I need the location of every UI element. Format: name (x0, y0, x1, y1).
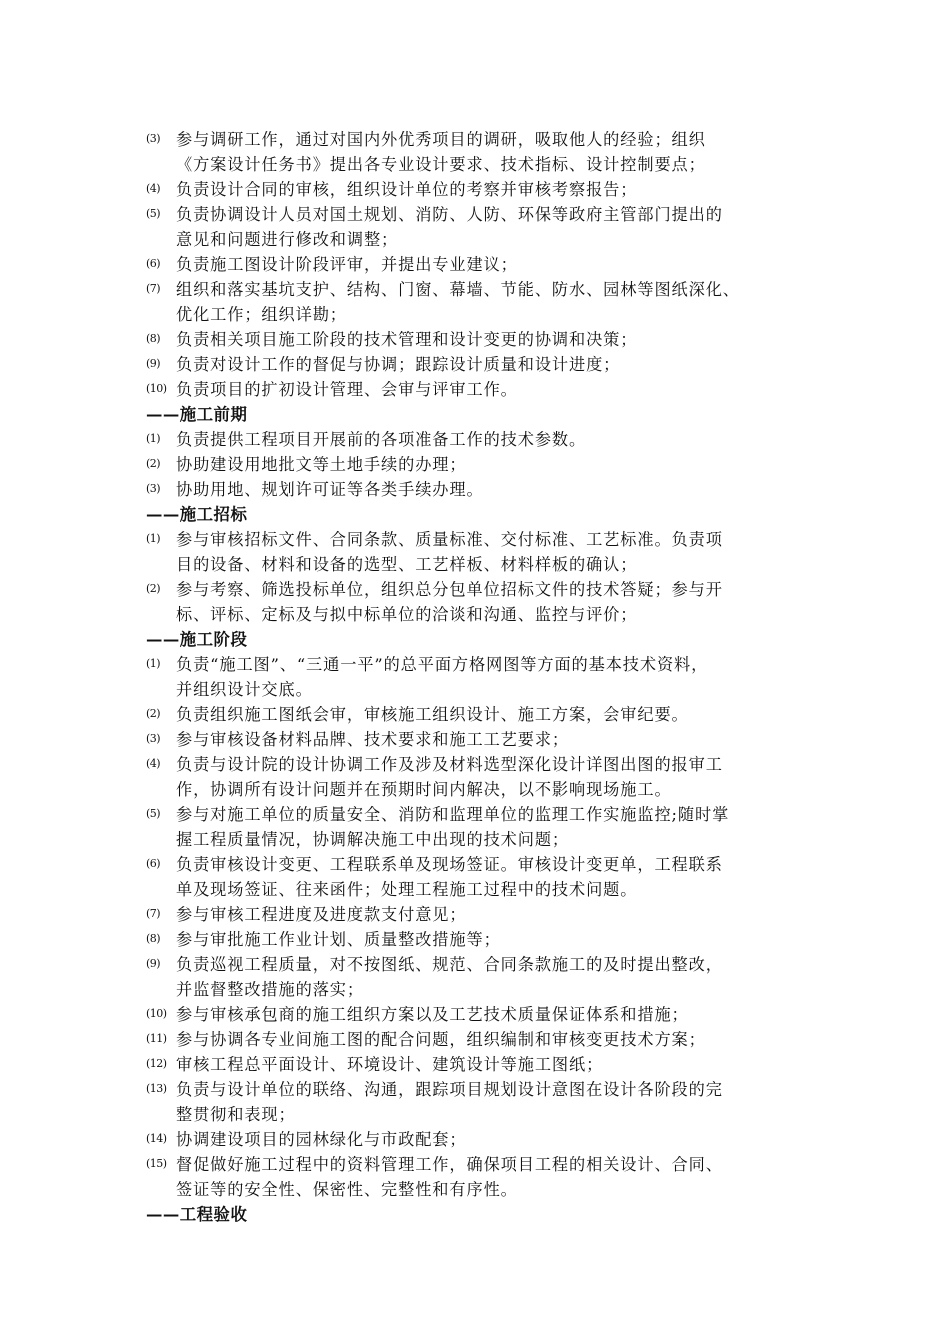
document-section (146, 127, 826, 402)
list-item-number: (7) (146, 282, 161, 295)
list-item-number: (2) (146, 582, 161, 595)
list-item-text-line: 单及现场签证、往来函件；处理工程施工过程中的技术问题。 (176, 880, 638, 899)
list-item-number: (3) (146, 132, 161, 145)
list-item-number: (10) (146, 382, 167, 395)
list-item-number: (4) (146, 757, 161, 770)
list-item-text-line: 参与调研工作，通过对国内外优秀项目的调研，吸取他人的经验；组织 (176, 130, 706, 149)
list-item-text-line: 优化工作；组织详勘； (176, 305, 347, 324)
document-section (146, 627, 826, 1202)
list-item-number: (1) (146, 432, 161, 445)
list-item (146, 327, 826, 352)
list-item-number: (5) (146, 207, 161, 220)
list-item (146, 927, 826, 952)
list-item (146, 377, 826, 402)
list-item-text-line: 负责对设计工作的督促与协调；跟踪设计质量和设计进度； (176, 355, 621, 374)
list-item-text-line: 参与对施工单位的质量安全、消防和监理单位的监理工作实施监控;随时掌 (176, 805, 730, 824)
list-item (146, 277, 826, 327)
list-item (146, 427, 826, 452)
list-item-text-line: 协助用地、规划许可证等各类手续办理。 (176, 480, 484, 499)
list-item-number: (2) (146, 457, 161, 470)
list-item-text-line: 《方案设计任务书》提出各专业设计要求、技术指标、设计控制要点； (176, 155, 706, 174)
list-item-text-line: 协调建设项目的园林绿化与市政配套； (176, 1130, 467, 1149)
list-item-text-line: 负责协调设计人员对国土规划、消防、人防、环保等政府主管部门提出的 (176, 205, 723, 224)
list-item-number: (9) (146, 957, 161, 970)
list-item-number: (10) (146, 1007, 167, 1020)
list-item (146, 127, 826, 177)
list-item (146, 1052, 826, 1077)
list-item-text-line: 目的设备、材料和设备的选型、工艺样板、材料样板的确认； (176, 555, 638, 574)
list-item (146, 652, 826, 702)
list-item (146, 252, 826, 277)
section-heading: ——工程验收 (146, 1205, 248, 1224)
list-item-number: (4) (146, 182, 161, 195)
list-item (146, 477, 826, 502)
section-heading: ——施工前期 (146, 405, 248, 424)
list-item-number: (12) (146, 1057, 167, 1070)
list-item-number: (15) (146, 1157, 167, 1170)
document-section (146, 402, 826, 502)
list-item (146, 1152, 826, 1202)
list-item (146, 952, 826, 1002)
list-item-text-line: 督促做好施工过程中的资料管理工作，确保项目工程的相关设计、合同、 (176, 1155, 723, 1174)
document-section (146, 502, 826, 627)
list-item-text-line: 负责项目的扩初设计管理、会审与评审工作。 (176, 380, 518, 399)
list-item-text-line: 标、评标、定标及与拟中标单位的洽谈和沟通、监控与评价； (176, 605, 638, 624)
list-item-number: (11) (146, 1032, 167, 1045)
list-item-text-line: 负责提供工程项目开展前的各项准备工作的技术参数。 (176, 430, 587, 449)
list-item-text-line: 握工程质量情况，协调解决施工中出现的技术问题； (176, 830, 570, 849)
list-item-text-line: 整贯彻和表现； (176, 1105, 296, 1124)
list-item-text-line: 并组织设计交底。 (176, 680, 313, 699)
list-item (146, 202, 826, 252)
document-body (146, 127, 826, 1227)
list-item-number: (6) (146, 857, 161, 870)
list-item (146, 577, 826, 627)
list-item-number: (5) (146, 807, 161, 820)
list-item (146, 702, 826, 727)
list-item-text-line: 意见和问题进行修改和调整； (176, 230, 399, 249)
list-item-text-line: 负责施工图设计阶段评审，并提出专业建议； (176, 255, 518, 274)
list-item-number: (8) (146, 332, 161, 345)
list-item-number: (14) (146, 1132, 167, 1145)
list-item-text-line: 参与审核设备材料品牌、技术要求和施工工艺要求； (176, 730, 570, 749)
list-item (146, 1077, 826, 1127)
list-item-number: (6) (146, 257, 161, 270)
list-item-text-line: 负责巡视工程质量，对不按图纸、规范、合同条款施工的及时提出整改， (176, 955, 723, 974)
list-item (146, 177, 826, 202)
list-item-number: (1) (146, 532, 161, 545)
list-item-text-line: 签证等的安全性、保密性、完整性和有序性。 (176, 1180, 518, 1199)
list-item-text-line: 参与审批施工作业计划、质量整改措施等； (176, 930, 501, 949)
list-item-text-line: 并监督整改措施的落实； (176, 980, 364, 999)
list-item (146, 527, 826, 577)
list-item (146, 1027, 826, 1052)
section-heading: ——施工招标 (146, 505, 248, 524)
list-item (146, 852, 826, 902)
list-item-number: (13) (146, 1082, 167, 1095)
list-item (146, 802, 826, 852)
list-item (146, 727, 826, 752)
list-item-number: (2) (146, 707, 161, 720)
list-item-number: (1) (146, 657, 161, 670)
list-item (146, 902, 826, 927)
list-item-number: (7) (146, 907, 161, 920)
list-item-text-line: 负责“施工图”、“三通一平”的总平面方格网图等方面的基本技术资料， (176, 655, 709, 674)
list-item-text-line: 审核工程总平面设计、环境设计、建筑设计等施工图纸； (176, 1055, 604, 1074)
list-item (146, 352, 826, 377)
list-item-text-line: 负责与设计院的设计协调工作及涉及材料选型深化设计详图出图的报审工 (176, 755, 723, 774)
list-item-number: (3) (146, 732, 161, 745)
list-item-number: (3) (146, 482, 161, 495)
list-item-text-line: 参与审核招标文件、合同条款、质量标准、交付标准、工艺标准。负责项 (176, 530, 723, 549)
list-item-text-line: 组织和落实基坑支护、结构、门窗、幕墙、节能、防水、园林等图纸深化、 (176, 280, 740, 299)
list-item (146, 452, 826, 477)
list-item-text-line: 作，协调所有设计问题并在预期时间内解决，以不影响现场施工。 (176, 780, 672, 799)
section-heading: ——施工阶段 (146, 630, 248, 649)
list-item (146, 752, 826, 802)
list-item-text-line: 负责与设计单位的联络、沟通，跟踪项目规划设计意图在设计各阶段的完 (176, 1080, 723, 1099)
list-item-text-line: 参与审核工程进度及进度款支付意见； (176, 905, 467, 924)
list-item-text-line: 协助建设用地批文等土地手续的办理； (176, 455, 467, 474)
document-section (146, 1202, 826, 1227)
list-item-text-line: 负责审核设计变更、工程联系单及现场签证。审核设计变更单，工程联系 (176, 855, 723, 874)
list-item (146, 1127, 826, 1152)
list-item-text-line: 参与协调各专业间施工图的配合问题，组织编制和审核变更技术方案； (176, 1030, 706, 1049)
list-item-text-line: 参与考察、筛选投标单位，组织总分包单位招标文件的技术答疑；参与开 (176, 580, 723, 599)
list-item-number: (8) (146, 932, 161, 945)
list-item (146, 1002, 826, 1027)
list-item-text-line: 负责设计合同的审核，组织设计单位的考察并审核考察报告； (176, 180, 638, 199)
list-item-text-line: 负责相关项目施工阶段的技术管理和设计变更的协调和决策； (176, 330, 638, 349)
list-item-number: (9) (146, 357, 161, 370)
list-item-text-line: 负责组织施工图纸会审，审核施工组织设计、施工方案，会审纪要。 (176, 705, 689, 724)
list-item-text-line: 参与审核承包商的施工组织方案以及工艺技术质量保证体系和措施； (176, 1005, 689, 1024)
